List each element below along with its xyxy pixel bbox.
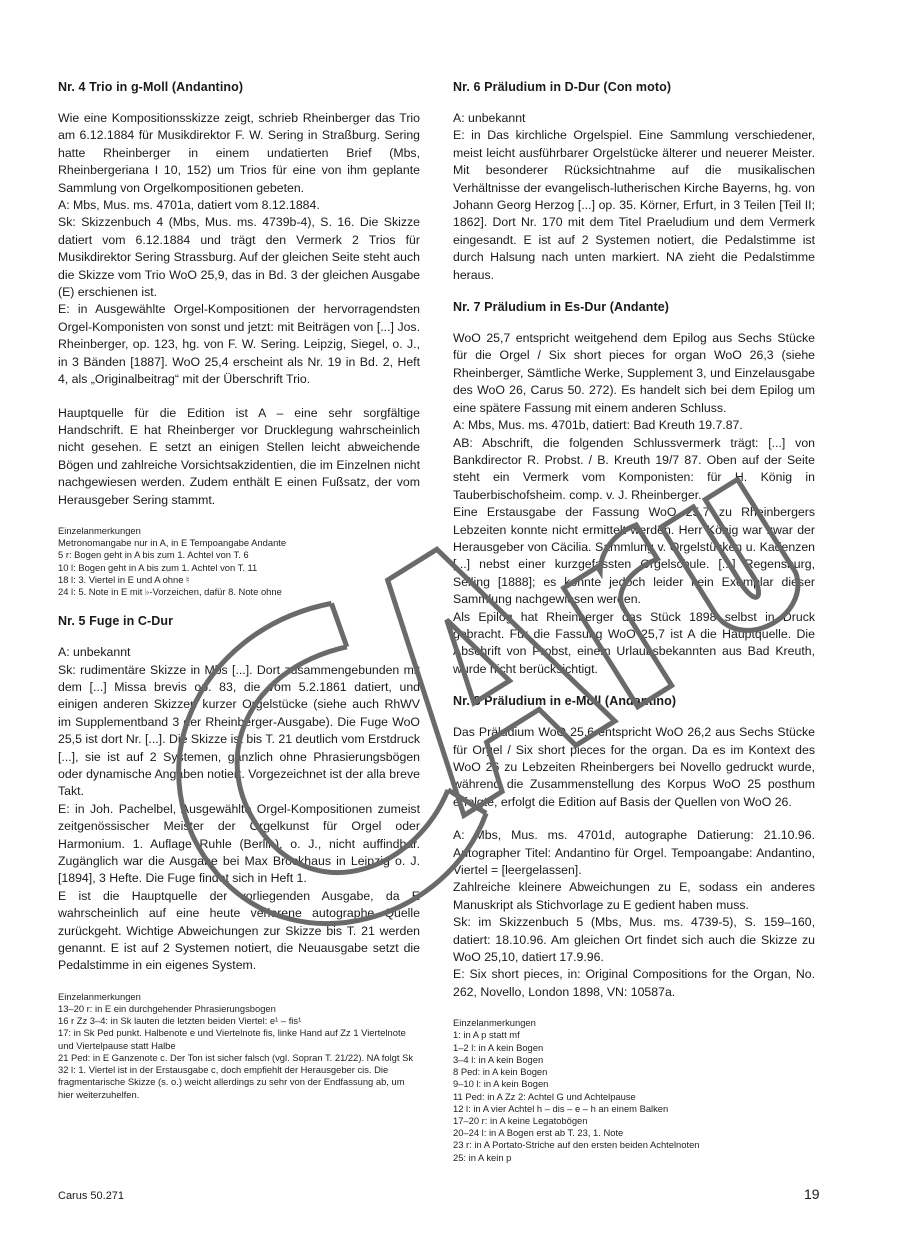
note-line: 25: in A kein p xyxy=(453,1151,512,1163)
paragraph: E: in Das kirchliche Orgelspiel. Eine Sammlung verschiedener, meist leicht ausführbarer Orgelstücke älterer und neuerer Meister. Mit besonderer Rücksichtnahme auf die musikalischen Verhältnisse der evangelisch-lutherischen Kirche Bayerns, hg. von Johann Georg Herzog [...] op. 35. Körner, Erfurt, in 3 Teilen [Teil II; 1862]. Dort Nr. 170 mit dem Titel Praeludium und dem Vermerk eingesandt. E ist auf 2 Systemen notiert, die Pedalstimme ist durch Halsung nach unten markiert. NA zieht die Pedalstimme heraus. xyxy=(453,128,815,282)
note-line: 17–20 r: in A keine Legatobögen xyxy=(453,1114,588,1126)
paragraph: Sk: rudimentäre Skizze in Mbs [...]. Dort zusammengebunden mit dem [...] Missa brevis op. 83, die vom 5.2.1861 datiert, und einigen anderen Skizzen kurzer Orgelstücke (siehe auch RhWV im Supplementband 3 der Rheinberger-Ausgabe). Die Fuge WoO 25,5 ist dort Nr. [...]. Die Skizze ist bis T. 21 deutlich vom Erstdruck [...], sie ist auf 2 Systemen, gänzlich ohne Phrasierungsbögen oder dynamische Angaben notiert. Vorgezeichnet ist der alla breve Takt. xyxy=(58,662,420,799)
paragraph: Eine Erstausgabe der Fassung WoO 25,7 zu Rheinbergers Lebzeiten konnte nicht ermittelt werden. Herr König war zwar der Herausgeber von Cäcilia. Sammlung v. Orgelstücken u. Kadenzen [...] nebst einer kurzgefassten Orgelschule. [...] Regensburg, Seiling [1888]; es konnte jedoch leider kein Exemplar dieser Sammlung nachgewiesen werden. xyxy=(453,505,815,607)
paragraph: A: Mbs, Mus. ms. 4701d, autographe Datierung: 21.10.96. Autographer Titel: Andantino für Orgel. Tempoangabe: Andantino, Viertel = [leergelassen]. xyxy=(453,828,815,878)
note-line: 11 Ped: in A Zz 2: Achtel G und Achtelpause xyxy=(453,1090,636,1102)
notes-title: Einzelanmerkungen xyxy=(58,524,141,536)
paragraph: A: unbekannt xyxy=(453,111,526,125)
paragraph: E ist die Hauptquelle der vorliegenden Ausgabe, da E wahrscheinlich auf eine heute verlorene autographe Quelle zurückgeht. Wichtige Abweichungen zur Skizze bis T. 21 werden genannt. E ist auf 2 Systemen notiert, die Neuausgabe setzt die Pedalstimme in ein eigenes System. xyxy=(58,888,420,973)
note-line: 16 r Zz 3–4: in Sk lauten die letzten beiden Viertel: e¹ – fis¹ xyxy=(58,1015,302,1027)
paragraph: Wie eine Kompositionsskizze zeigt, schrieb Rheinberger das Trio am 6.12.1884 für Musikdirektor F. W. Sering in Straßburg. Sering hatte Rheinberger in einem undatierten Brief (Mbs, Rheinbergeriana I 10, 152) um Trios für eine von ihm geplante Sammlung von Orgelkompositionen gebeten. xyxy=(58,111,420,195)
note-line: 13–20 r: in E ein durchgehender Phrasierungsbogen xyxy=(58,1003,276,1015)
note-line: 24 l: 5. Note in E mit ♭-Vorzeichen, dafür 8. Note ohne xyxy=(58,585,282,597)
section-heading-nr8: Nr. 8 Präludium in e-Moll (Andantino) xyxy=(453,694,677,709)
notes-title: Einzelanmerkungen xyxy=(453,1017,536,1029)
paragraph: AB: Abschrift, die folgenden Schlussvermerk trägt: [...] von Bankdirector R. Probst. / B. Kreuth 19/7 87. Oben auf der Seite steht ein Vermerk vom Komponisten: für H. König in Tauberbischofsheim. comp. v. J. Rheinberger. xyxy=(453,435,815,502)
paragraph: WoO 25,7 entspricht weitgehend dem Epilog aus Sechs Stücke für die Orgel / Six short pieces for organ WoO 26,3 (siehe Rheinberger, Sämtliche Werke, Supplement 3, und Einzelausgabe des WoO 26, Carus 50. 272). Es handelt sich bei dem Epilog um eine spätere Fassung mit einem anderen Schluss. xyxy=(453,331,815,415)
paragraph: A: Mbs, Mus. ms. 4701b, datiert: Bad Kreuth 19.7.87. xyxy=(453,418,743,433)
section-heading-nr4: Nr. 4 Trio in g-Moll (Andantino) xyxy=(58,80,244,94)
section-heading-nr5: Nr. 5 Fuge in C-Dur xyxy=(58,614,174,629)
paragraph: Das Präludium WoO 25,6 entspricht WoO 26,2 aus Sechs Stücke für Orgel / Six short pieces for the organ. Da es im Kontext des WoO 26 zu Lebzeiten Rheinbergers bei Novello gedruckt wurde, während die Zusammenstellung des Korpus WoO 25 posthum erfolgte, erfolgt die Edition auf Basis der Quellen von WoO 26. xyxy=(453,725,815,809)
section-heading-nr6: Nr. 6 Präludium in D-Dur (Con moto) xyxy=(453,80,672,94)
paragraph: Als Epilog hat Rheinberger das Stück 1898 selbst in Druck gebracht. Für die Fassung WoO 25,7 ist A die Hauptquelle. Die Abschrift von Probst, einem Urlaubsbekannten aus Bad Kreuth, wurde nicht berücksichtigt. xyxy=(453,609,815,676)
note-line: 17: in Sk Ped punkt. Halbenote e und Viertelnote fis, linke Hand auf Zz 1 Viertelnote und Viertelpause statt Halbe xyxy=(58,1027,406,1051)
note-line: 1: in A p statt mf xyxy=(453,1029,520,1041)
paragraph: Sk: Skizzenbuch 4 (Mbs, Mus. ms. 4739b-4), S. 16. Die Skizze datiert vom 6.12.1884 und trägt den Vermerk 2 Trios für Musikdirektor Sering Strassburg. Auf der gleichen Seite steht auch die Skizze vom Trio WoO 25,9, das in Bd. 3 der gleichen Ausgabe (E) erschienen ist. xyxy=(58,215,420,300)
note-line: 3–4 l: in A kein Bogen xyxy=(453,1053,544,1065)
note-line: 18 l: 3. Viertel in E und A ohne ♮ xyxy=(58,573,190,585)
note-line: 12 l: in A vier Achtel h – dis – e – h an einem Balken xyxy=(453,1102,669,1114)
note-line: 8 Ped: in A kein Bogen xyxy=(453,1066,548,1078)
paragraph: Zahlreiche kleinere Abweichungen zu E, sodass ein anderes Manuskript als Stichvorlage zu E gedient haben muss. xyxy=(453,880,815,912)
note-line: 20–24 l: in A Bogen erst ab T. 23, 1. Note xyxy=(453,1127,624,1139)
footer-catalog: Carus 50.271 xyxy=(58,1190,125,1202)
left-column xyxy=(58,80,420,1101)
paragraph: A: Mbs, Mus. ms. 4701a, datiert vom 8.12.1884. xyxy=(58,198,320,213)
paragraph: A: unbekannt xyxy=(58,645,131,660)
note-line: 23 r: in A Portato-Striche auf den ersten beiden Achtelnoten xyxy=(453,1139,700,1151)
paragraph: E: Six short pieces, in: Original Compositions for the Organ, No. 262, Novello, London 1898, VN: 10587a. xyxy=(453,967,815,999)
note-line: 21 Ped: in E Ganzenote c. Der Ton ist sicher falsch (vgl. Sopran T. 21/22). NA folgt Sk xyxy=(58,1051,414,1063)
paragraph: Sk: im Skizzenbuch 5 (Mbs, Mus. ms. 4739-5), S. 159–160, datiert: 18.10.96. Am gleichen Ort findet sich auch die Skizze zu WoO 25,10, datiert 17.9.96. xyxy=(453,915,815,965)
note-line: 1–2 l: in A kein Bogen xyxy=(453,1041,544,1053)
section-heading-nr7: Nr. 7 Präludium in Es-Dur (Andante) xyxy=(453,300,670,315)
notes-title: Einzelanmerkungen xyxy=(58,990,141,1002)
page-number: 19 xyxy=(804,1186,820,1202)
note-line: 9–10 l: in A kein Bogen xyxy=(453,1078,549,1090)
paragraph: E: in Ausgewählte Orgel-Kompositionen der hervorragendsten Orgel-Komponisten von sonst und jetzt: mit Beiträgen von [...] Jos. Rheinberger, op. 123, hg. von F. W. Sering. Leipzig, Siegel, o. J., in 3 Bänden [1887]. WoO 25,4 erscheint als Nr. 19 in Bd. 2, Heft 4, als „Originalbeitrag“ mit der Überschrift Trio. xyxy=(58,302,420,387)
paragraph: E: in Joh. Pachelbel, Ausgewählte Orgel-Kompositionen zumeist zeitgenössischer Meister der Orgelkunst für Orgel oder Harmonium. 1. Auflage Ruhle (Berlin), o. J., nicht auffindbar. Zugänglich war die Ausgabe bei Max Brockhaus in Leipzig o. J. [1894], 3 Hefte. Die Fuge findet sich in Heft 1. xyxy=(58,801,420,886)
note-line: 5 r: Bogen geht in A bis zum 1. Achtel von T. 6 xyxy=(58,549,249,561)
note-line: Metronomangabe nur in A, in E Tempoangabe Andante xyxy=(58,537,287,549)
note-line: 32 l: 1. Viertel ist in der Erstausgabe c, doch empfiehlt der Herausgeber cis. Die fragmentarische Skizze (s. o.) weicht allerdings zu sehr von der Endfassung ab, um hier weiterzuhelfen. xyxy=(58,1064,405,1100)
paragraph: Hauptquelle für die Edition ist A – eine sehr sorgfältige Handschrift. E hat Rheinberger vor Drucklegung wahrscheinlich nicht gesehen. E setzt an einigen Stellen leicht abweichende Bögen und zahlreiche Vorsichtsakzidentien, die im Einzelnen nicht nachgewiesen werden. Zudem enthält E einen Fußsatz, der vom Herausgeber Sering stammt. xyxy=(58,405,420,507)
note-line: 10 l: Bogen geht in A bis zum 1. Achtel von T. 11 xyxy=(58,561,258,573)
right-column xyxy=(453,80,815,1164)
